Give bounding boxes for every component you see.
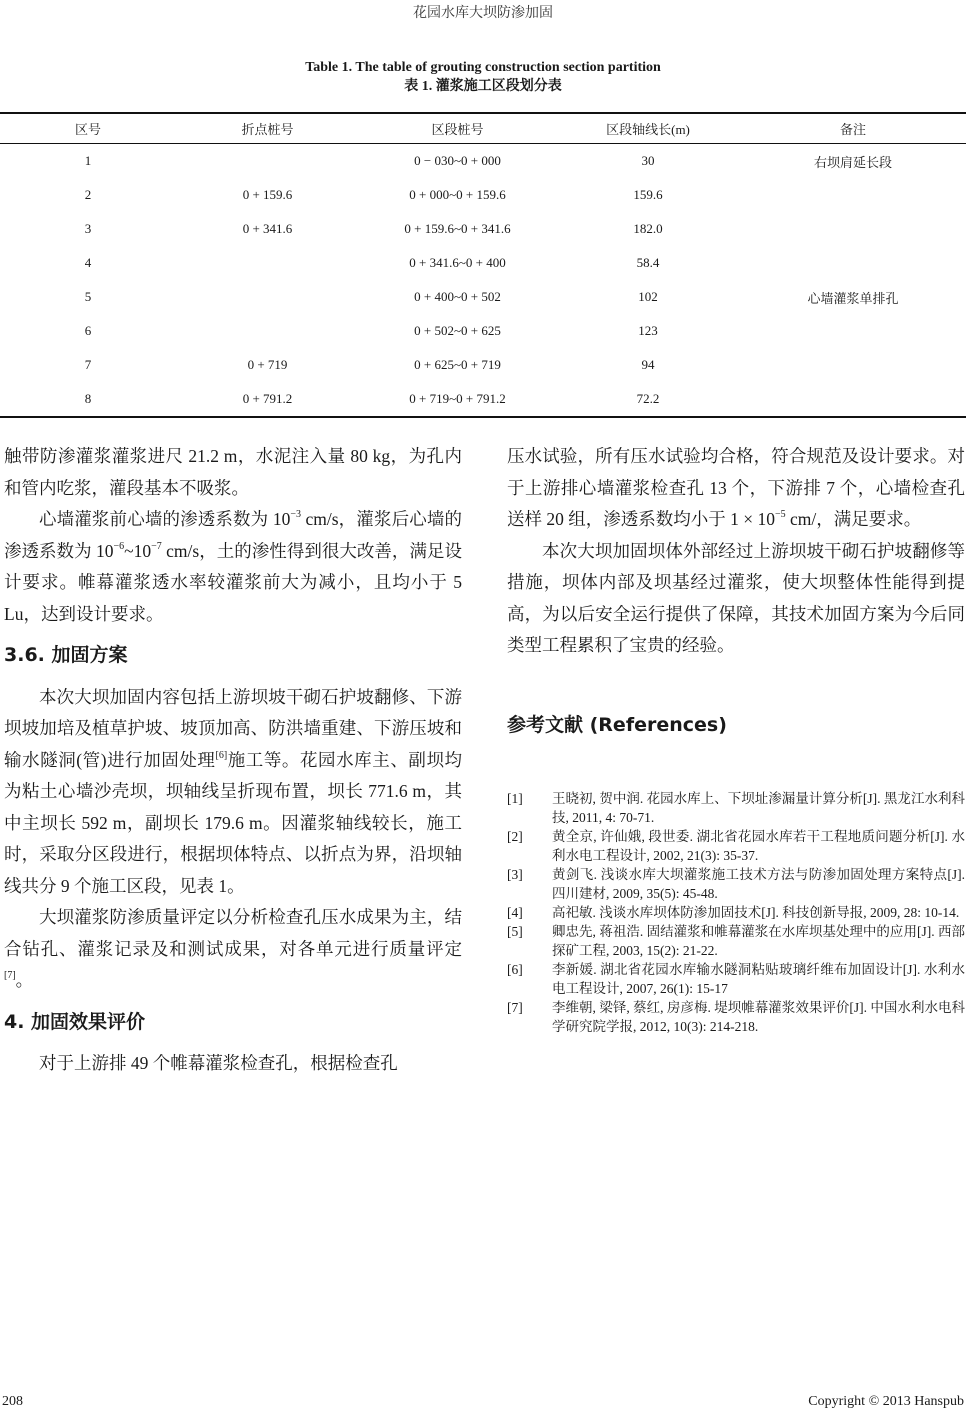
cell-turning-point: 0 + 341.6	[242, 221, 293, 236]
cell-remarks	[740, 314, 966, 348]
reference-text: 李维朝, 梁铎, 蔡红, 房彦梅. 堤坝帷幕灌浆效果评价[J]. 中国水利水电科学研究院学报, 2012, 10(3): 214-218.	[552, 1000, 965, 1034]
cell-axis-length: 159.6	[633, 187, 663, 202]
cell-turning-point	[176, 280, 359, 314]
reference-item	[507, 960, 965, 998]
reference-text: 黄全京, 许仙娥, 段世委. 湖北省花园水库若干工程地质问题分析[J]. 水利水电工程设计, 2002, 21(3): 35-37.	[552, 829, 965, 863]
cell-axis-length: 72.2	[636, 391, 660, 406]
cell-zone-no: 6	[84, 323, 92, 338]
cell-remarks	[740, 246, 966, 280]
citation-link[interactable]: [6]	[215, 749, 228, 761]
cell-axis-length: 30	[641, 153, 655, 168]
table-row	[0, 382, 966, 417]
reference-item	[507, 998, 965, 1036]
section-heading-3-6: 3.6. 加固方案	[4, 644, 128, 666]
right-column	[507, 441, 965, 741]
cell-section-station: 0 + 719~0 + 791.2	[409, 391, 506, 406]
cell-section-station: 0 + 341.6~0 + 400	[409, 255, 506, 270]
cell-section-station: 0 + 625~0 + 719	[414, 357, 501, 372]
reference-text: 李新媛. 湖北省花园水库输水隧洞粘贴玻璃纤维布加固设计[J]. 水利水电工程设计, 2007, 26(1): 15-17	[552, 962, 965, 996]
table-row	[0, 280, 966, 314]
cell-axis-length: 94	[641, 357, 655, 372]
paragraph: 心墙灌浆前心墙的渗透系数为 $10^{-3}$ cm/s，灌浆后心墙的渗透系数为 $10^{-6}\sim 10^{-7}$ cm/s，土的渗性得到很大改善，满足设计要求。帷幕灌浆透水率较灌浆前大为减小，且均小于 5 Lu，达到设计要求。	[4, 509, 463, 624]
cell-axis-length: 123	[638, 323, 658, 338]
cell-zone-no: 8	[84, 391, 92, 406]
cell-remarks: 心墙灌浆单排孔	[807, 290, 899, 306]
cell-axis-length: 102	[638, 289, 658, 304]
header-axis-length: 区段轴线长(m)	[606, 122, 690, 137]
reference-item	[507, 903, 965, 922]
reference-number: [5]	[507, 924, 523, 939]
paragraph: 压水试验，所有压水试验均合格，符合规范及设计要求。对于上游排心墙灌浆检查孔 13 个，下游排 7 个，心墙检查孔送样 20 组，渗透系数均小于 $1 \times 10^{-5}$ cm/，满足要求。	[507, 446, 965, 529]
references-list	[507, 789, 965, 1036]
reference-item	[507, 827, 965, 865]
table-row	[0, 314, 966, 348]
reference-number: [1]	[507, 791, 523, 806]
cell-zone-no: 4	[84, 255, 92, 270]
table-caption-en: Table 1. The table of grouting construction section partition	[305, 60, 661, 75]
reference-number: [4]	[507, 905, 523, 920]
cell-remarks	[740, 178, 966, 212]
reference-text: 黄剑飞. 浅谈水库大坝灌浆施工技术方法与防渗加固处理方案特点[J]. 四川建材, 2009, 35(5): 45-48.	[552, 867, 965, 901]
cell-section-station: 0 + 502~0 + 625	[414, 323, 501, 338]
cell-remarks	[740, 348, 966, 382]
cell-remarks	[740, 382, 966, 417]
running-head: 花园水库大坝防渗加固	[413, 6, 553, 21]
copyright: Copyright © 2013 Hanspub	[808, 1394, 964, 1409]
cell-section-station: 0 + 400~0 + 502	[414, 289, 501, 304]
paragraph: 触带防渗灌浆灌浆进尺 21.2 m，水泥注入量 80 kg，为孔内和管内吃浆，灌段基本不吸浆。	[4, 446, 462, 498]
reference-item	[507, 865, 965, 903]
header-remarks: 备注	[839, 122, 866, 137]
paragraph: 本次大坝加固内容包括上游坝坡干砌石护坡翻修、下游坝坡加培及植草护坡、坡顶加高、防洪墙重建、下游压坡和输水隧洞(管)进行加固处理[6]施工等。花园水库主、副坝均为粘土心墙沙壳坝，坝轴线呈折现布置，坝长 771.6 m，其中主坝长 592 m，副坝长 179.6 m。因灌浆轴线较长，施工时，采取分区段进行，根据坝体特点、以折点为界，沿坝轴线共分 9 个施工区段，见表 1。	[4, 686, 463, 896]
cell-zone-no: 3	[84, 221, 92, 236]
cell-zone-no: 2	[84, 187, 92, 202]
cell-zone-no: 5	[84, 289, 92, 304]
section-heading-4: 4. 加固效果评价	[4, 1010, 146, 1033]
cell-zone-no: 1	[84, 153, 92, 168]
table-caption	[0, 58, 966, 96]
citation-link[interactable]: [7]	[4, 970, 16, 981]
header-turning-point: 折点桩号	[241, 122, 294, 137]
reference-text: 高祀敏. 浅谈水库坝体防渗加固技术[J]. 科技创新导报, 2009, 28: 10-14.	[552, 905, 960, 920]
references-heading: 参考文献 (References)	[507, 713, 727, 736]
cell-remarks	[740, 212, 966, 246]
page-number: 208	[2, 1394, 23, 1409]
cell-zone-no: 7	[84, 357, 92, 372]
cell-turning-point	[176, 144, 359, 179]
cell-section-station: 0 + 000~0 + 159.6	[409, 187, 506, 202]
reference-number: [2]	[507, 829, 523, 844]
reference-number: [6]	[507, 962, 523, 977]
cell-section-station: 0 + 159.6~0 + 341.6	[404, 221, 511, 236]
cell-turning-point: 0 + 719	[247, 357, 288, 372]
header-zone-no: 区号	[74, 122, 101, 137]
reference-item	[507, 789, 965, 827]
header-section-station: 区段桩号	[431, 122, 484, 137]
paragraph: 本次大坝加固坝体外部经过上游坝坡干砌石护坡翻修等措施，坝体内部及坝基经过灌浆，使大坝整体性能得到提高，为以后安全运行提供了保障，其技术加固方案为今后同类型工程累积了宝贵的经验。	[507, 540, 965, 655]
table-row	[0, 144, 966, 179]
cell-turning-point: 0 + 791.2	[242, 391, 293, 406]
left-column	[4, 441, 462, 1080]
reference-text: 王晓初, 贺中润. 花园水库上、下坝址渗漏量计算分析[J]. 黑龙江水利科技, 2011, 4: 70-71.	[552, 791, 965, 825]
paragraph: 大坝灌浆防渗质量评定以分析检查孔压水成果为主，结合钻孔、灌浆记录及和测试成果，对各单元进行质量评定[7]。	[4, 907, 462, 990]
grouting-section-table	[0, 112, 966, 418]
reference-number: [7]	[507, 1000, 523, 1015]
table-row	[0, 178, 966, 212]
reference-text: 卿忠先, 蒋祖浩. 固结灌浆和帷幕灌浆在水库坝基处理中的应用[J]. 西部探矿工程, 2003, 15(2): 21-22.	[552, 924, 965, 958]
paragraph: 对于上游排 49 个帷幕灌浆检查孔，根据检查孔	[39, 1053, 398, 1073]
table-caption-zh: 表 1. 灌浆施工区段划分表	[404, 79, 562, 94]
cell-turning-point: 0 + 159.6	[242, 187, 293, 202]
reference-item	[507, 922, 965, 960]
cell-axis-length: 182.0	[633, 221, 663, 236]
table-row	[0, 212, 966, 246]
reference-number: [3]	[507, 867, 523, 882]
cell-turning-point	[176, 314, 359, 348]
cell-axis-length: 58.4	[636, 255, 660, 270]
cell-section-station: 0 − 030~0 + 000	[414, 153, 501, 168]
table-row	[0, 348, 966, 382]
table-row	[0, 246, 966, 280]
cell-turning-point	[176, 246, 359, 280]
table-header-row	[0, 113, 966, 144]
cell-remarks: 右坝肩延长段	[813, 154, 892, 170]
